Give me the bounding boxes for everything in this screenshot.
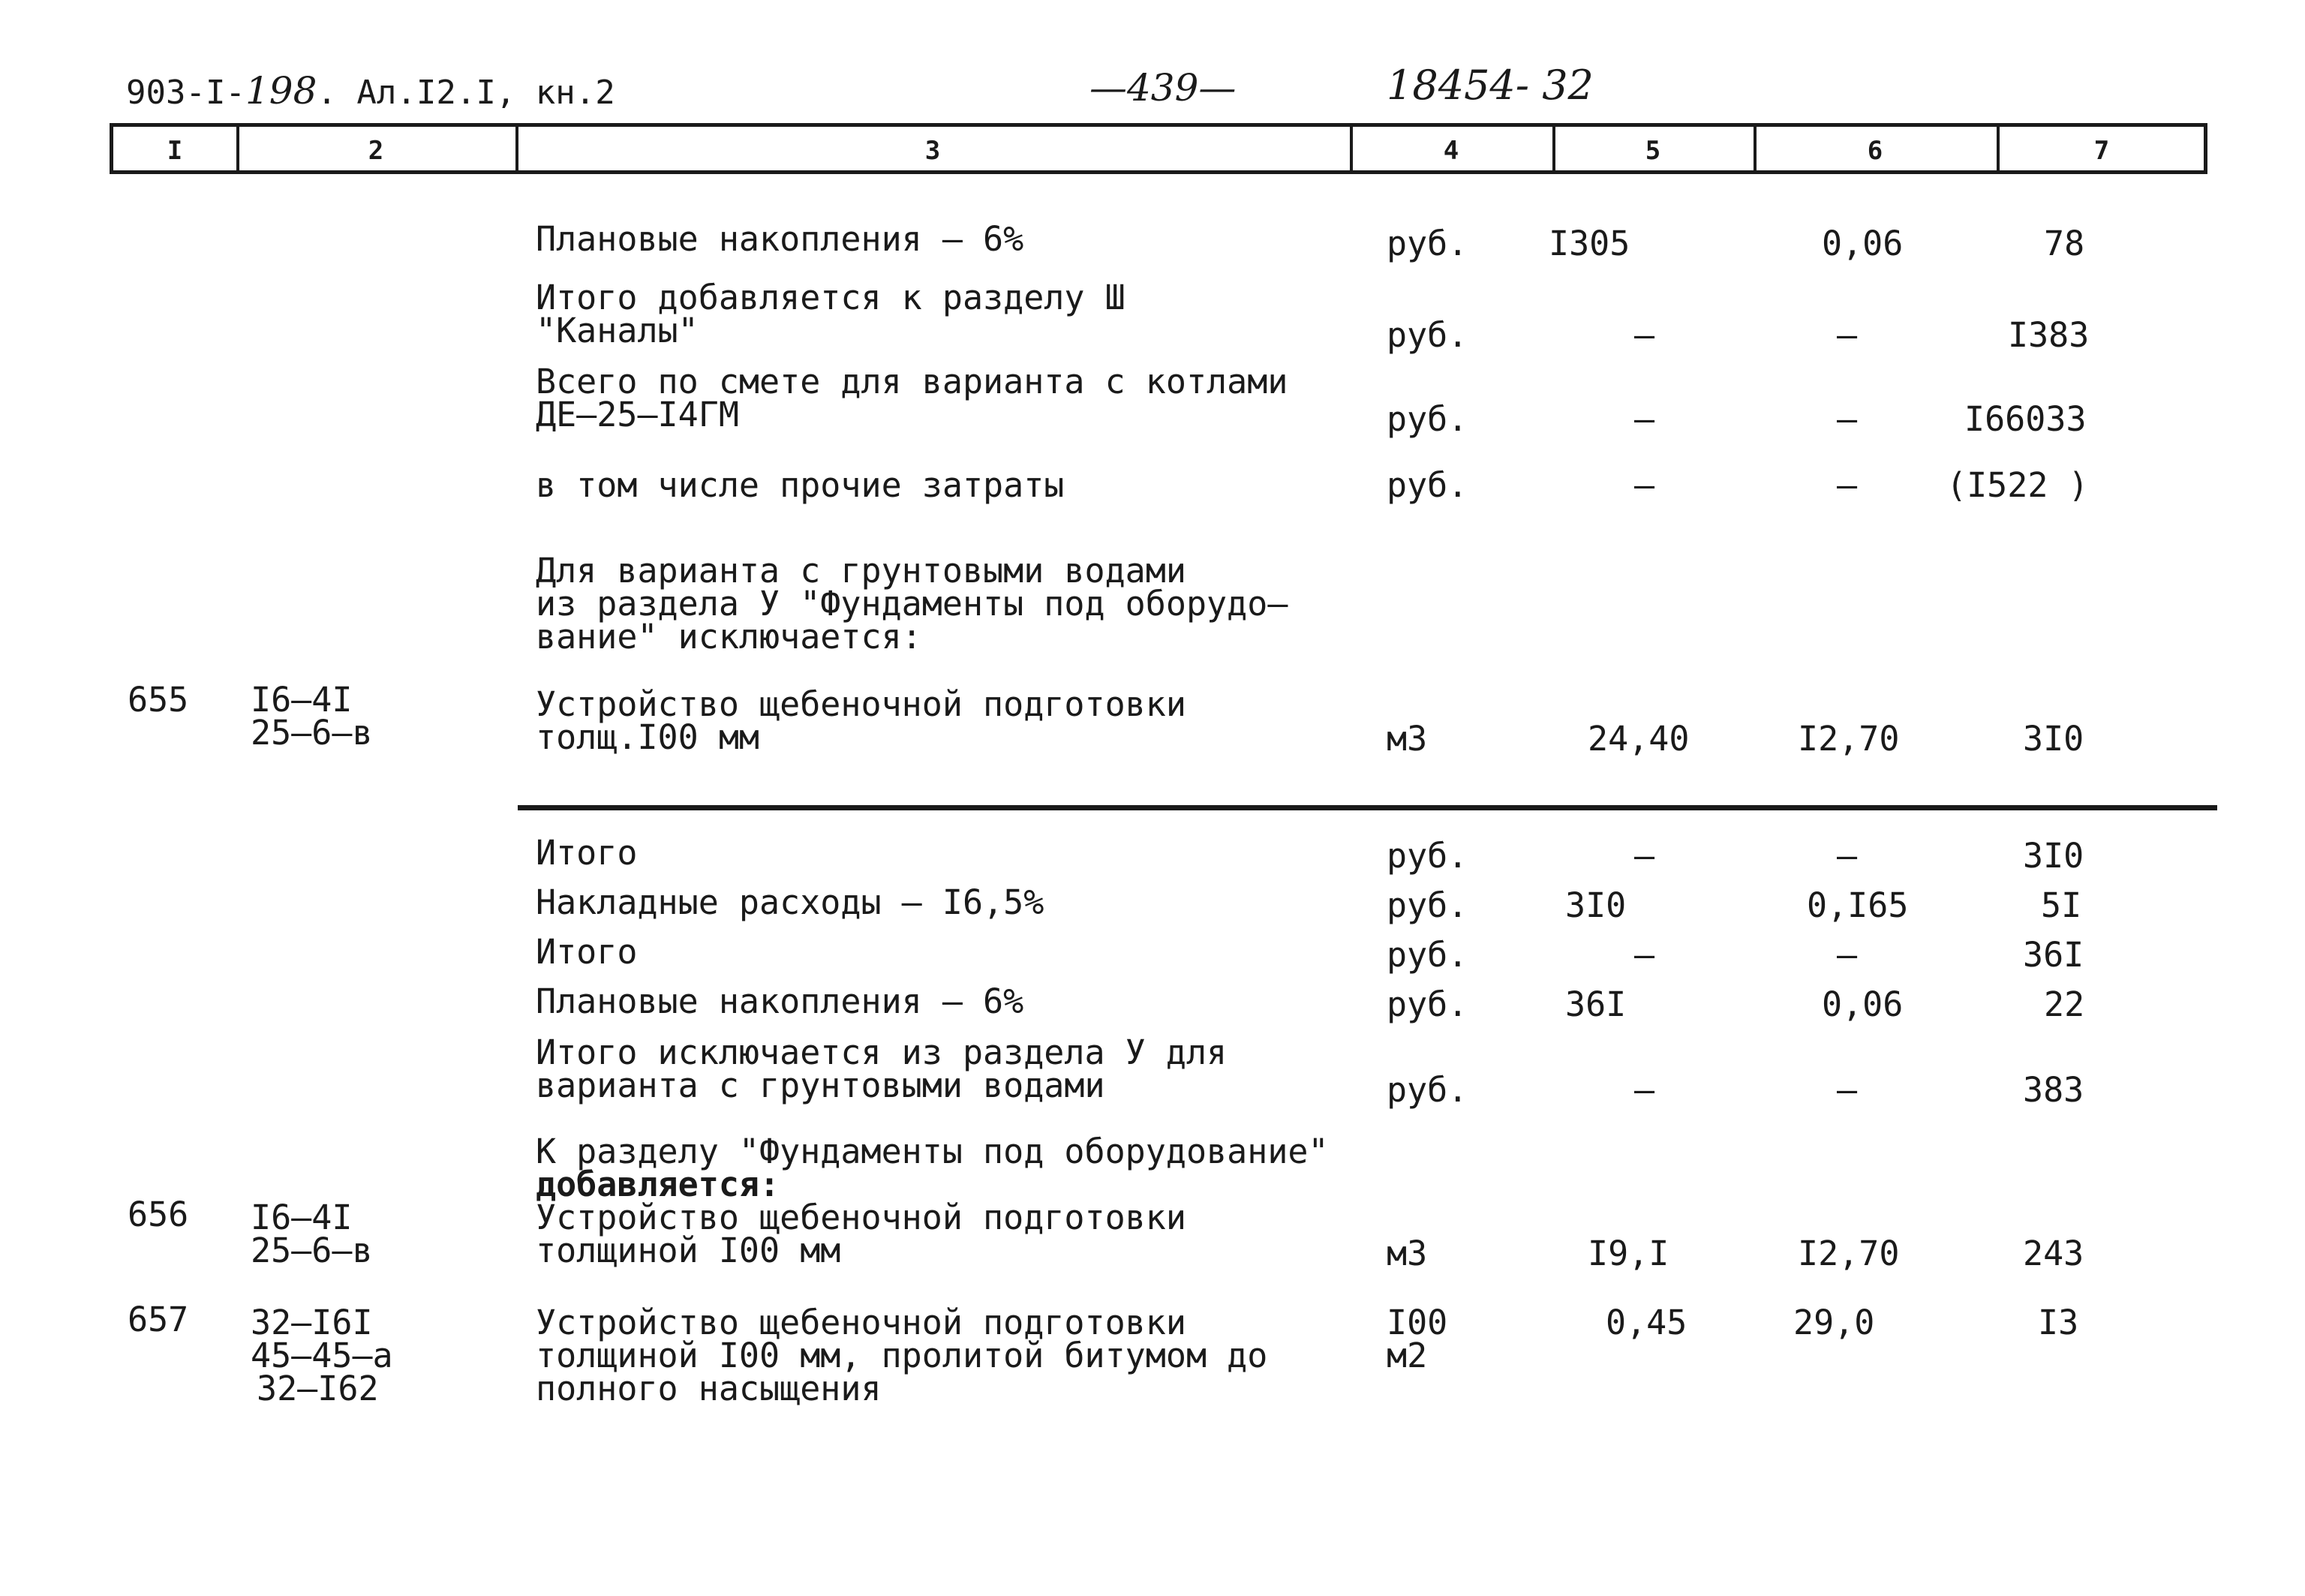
column-header-2: 2 [368,136,384,166]
row-col6: – [1837,465,1858,505]
divider-line [518,805,2217,810]
row-col5: 0,45 [1606,1303,1687,1342]
column-divider [1350,127,1353,170]
row-text: варианта с грунтовыми водами [536,1066,1105,1105]
row-code: I6–4I [251,1198,353,1237]
row-code: 45–45–а [251,1336,393,1375]
row-unit: м3 [1387,1234,1428,1273]
row-text: Плановые накопления – 6% [536,981,1024,1021]
row-unit: I00 [1387,1303,1448,1342]
row-col5: – [1634,935,1655,975]
row-col7: I383 [2008,315,2090,355]
section-note: из раздела У "Фундаменты под оборудо– [536,584,1288,624]
column-header-6: 6 [1867,136,1883,166]
row-col5: 36I [1565,984,1627,1024]
row-col6: I2,70 [1798,719,1900,759]
column-header-4: 4 [1443,136,1459,166]
row-unit: м2 [1387,1336,1428,1375]
row-col7: 383 [2023,1070,2084,1110]
row-text: ДЕ–25–I4ГМ [536,395,739,434]
row-col7: 3I0 [2023,719,2084,759]
row-text: в том числе прочие затраты [536,465,1065,505]
column-divider [1754,127,1757,170]
doc-reference: . Ал.I2.I, кн.2 [317,74,615,112]
column-header-1: I [167,136,183,166]
row-col6: 0,I65 [1807,885,1909,925]
row-text: полного насыщения [536,1369,882,1408]
section-note: Для варианта с грунтовыми водами [536,551,1186,591]
row-text: "Каналы" [536,311,699,350]
row-text: толщиной I00 мм [536,1231,841,1270]
row-text: Итого добавляется к разделу Ш [536,278,1125,317]
row-unit: м3 [1387,719,1428,759]
row-col5: 24,40 [1588,719,1690,759]
row-text: Устройство щебеночной подготовки [536,1303,1186,1342]
column-header-5: 5 [1645,136,1661,166]
row-text: Итого [536,833,638,873]
page-number: —439— [1089,66,1237,110]
row-col6: 29,0 [1793,1303,1875,1342]
doc-code-prefix: 903-I- [126,74,245,112]
row-unit: руб. [1387,836,1468,876]
row-number: 655 [128,680,189,720]
row-col5: I305 [1549,224,1630,263]
column-divider [515,127,518,170]
row-text: Итого [536,932,638,972]
row-col7: 78 [2044,224,2085,263]
row-unit: руб. [1387,399,1468,439]
row-col7: (I522 ) [1946,465,2089,505]
row-col5: 3I0 [1565,885,1627,925]
row-code: I6–4I [251,680,353,720]
row-col7: 243 [2023,1234,2084,1273]
row-col7: I66033 [1964,399,2087,439]
row-text: Плановые накопления – 6% [536,219,1024,259]
row-col6: – [1837,836,1858,876]
row-col6: – [1837,399,1858,439]
row-text: толщиной I00 мм, пролитой битумом до [536,1336,1268,1375]
row-col5: – [1634,399,1655,439]
column-divider [1997,127,2000,170]
row-col6: – [1837,315,1858,355]
row-text: Итого исключается из раздела У для [536,1032,1228,1072]
section-note: К разделу "Фундаменты под оборудование" [536,1132,1329,1171]
row-col6: 0,06 [1822,984,1904,1024]
row-number: 657 [128,1300,189,1339]
row-col6: I2,70 [1798,1234,1900,1273]
row-col5: – [1634,465,1655,505]
row-unit: руб. [1387,935,1468,975]
row-col5: I9,I [1588,1234,1669,1273]
row-unit: руб. [1387,315,1468,355]
column-header-3: 3 [924,136,941,166]
row-col5: – [1634,315,1655,355]
row-code: 32–I6I [251,1303,373,1342]
row-code: 25–6–в [251,713,373,753]
row-col7: 22 [2044,984,2085,1024]
row-col5: – [1634,836,1655,876]
row-unit: руб. [1387,1070,1468,1110]
row-unit: руб. [1387,984,1468,1024]
row-number: 656 [128,1195,189,1234]
archive-number: 18454- 32 [1387,62,1594,109]
row-code: 25–6–в [251,1231,373,1270]
column-header-row [110,123,2207,174]
row-text: Накладные расходы – I6,5% [536,882,1044,922]
row-code: 32–I62 [257,1369,379,1408]
column-divider [236,127,239,170]
row-unit: руб. [1387,224,1468,263]
column-header-7: 7 [2093,136,2110,166]
row-col6: – [1837,1070,1858,1110]
row-text: Всего по смете для варианта с котлами [536,362,1288,401]
doc-code-handwritten: 198 [245,69,317,113]
document-code [126,69,615,113]
row-col7: I3 [2038,1303,2079,1342]
row-unit: руб. [1387,465,1468,505]
row-col5: – [1634,1070,1655,1110]
section-note: вание" исключается: [536,617,922,657]
row-col7: 36I [2023,935,2084,975]
row-col7: 5I [2041,885,2082,925]
row-text: Устройство щебеночной подготовки [536,684,1186,724]
row-text: Устройство щебеночной подготовки [536,1198,1186,1237]
row-text: толщ.I00 мм [536,717,760,757]
row-col6: – [1837,935,1858,975]
column-divider [1552,127,1555,170]
row-col6: 0,06 [1822,224,1904,263]
row-unit: руб. [1387,885,1468,925]
row-col7: 3I0 [2023,836,2084,876]
section-note: добавляется: [536,1165,780,1204]
